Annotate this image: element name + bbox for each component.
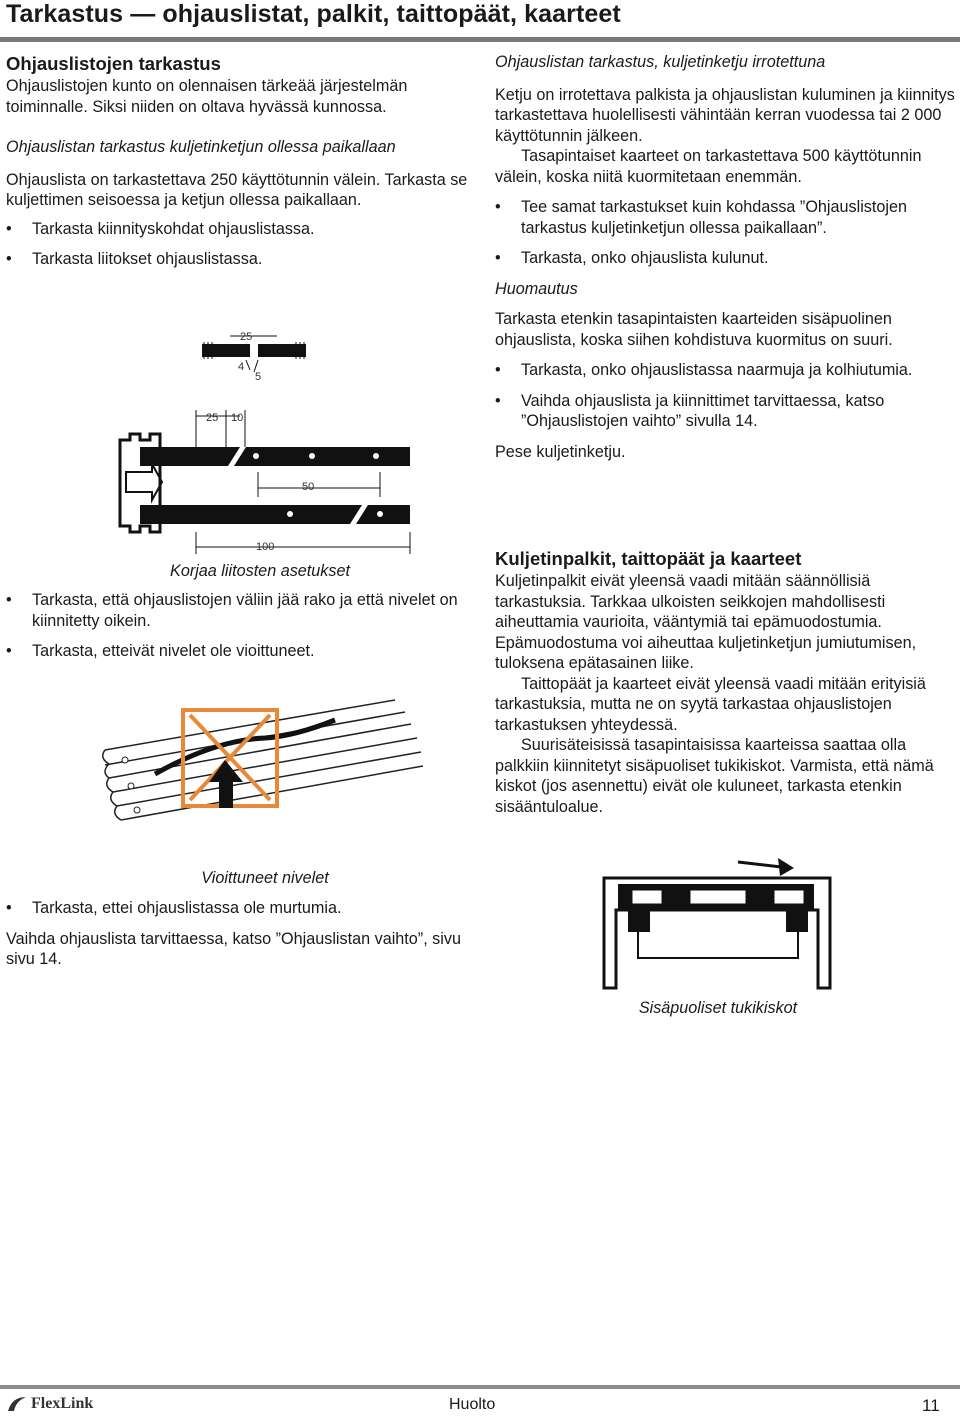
bullet-list-2 <box>6 590 476 662</box>
bullet-list-3 <box>6 898 476 919</box>
right-column-top <box>495 52 955 462</box>
replace-rail-paragraph: Vaihda ohjauslista tarvittaessa, katso ”Ohjauslistan vaihto”, sivu sivu 14. <box>6 929 461 968</box>
logo-text: FlexLink <box>31 1395 94 1412</box>
rail-detail-right <box>258 344 306 357</box>
footer-section: Huolto <box>449 1396 496 1413</box>
dim-25-top: 25 <box>240 331 253 343</box>
arrow-icon <box>126 464 162 500</box>
subheading-chain-in-place: Ohjauslistan tarkastus kuljetinketjun ollessa paikallaan <box>6 138 396 156</box>
bend-inspection-paragraph: Tasapintaiset kaarteet on tarkastettava 500 käyttötunnin välein, koska niitä kuormitetaan enemmän. <box>495 147 922 186</box>
list-item: • Tarkasta kiinnityskohdat ohjauslistassa. <box>6 219 476 240</box>
dim-100: 100 <box>256 541 275 553</box>
bullet-list-right-1 <box>495 197 955 269</box>
dim-10: 10 <box>231 412 244 424</box>
dim-50: 50 <box>302 481 315 493</box>
link-slot <box>774 890 804 904</box>
yearly-inspection-paragraph: Ketju on irrotettava palkista ja ohjauslistan kuluminen ja kiinnitys tarkastettava huolellisesti vähintään kerran vuodessa tai 2 000 käyttötunnin jälkeen. <box>495 85 955 145</box>
bullet-list-right-2 <box>495 360 955 432</box>
caption-joint-settings: Korjaa liitosten asetukset <box>170 562 350 580</box>
flexlink-logo-icon <box>6 1395 28 1413</box>
list-item: • Vaihda ohjauslista ja kiinnittimet tarvittaessa, katso ”Ohjauslistojen vaihto” sivulla 14. <box>495 391 955 432</box>
list-item: • Tee samat tarkastukset kuin kohdassa ”Ohjauslistojen tarkastus kuljetinketjun ollessa paikallaan”. <box>495 197 955 238</box>
left-column-bottom <box>6 898 476 970</box>
list-item: • Tarkasta, onko ohjauslista kulunut. <box>495 248 955 269</box>
subheading-chain-removed: Ohjauslistan tarkastus, kuljetinketju irrotettuna <box>495 53 826 71</box>
bullet-list-1 <box>6 219 476 270</box>
wash-chain-paragraph: Pese kuljetinketju. <box>495 442 626 461</box>
page-number: 11 <box>922 1396 940 1415</box>
list-item: • Tarkasta liitokset ohjauslistassa. <box>6 249 476 270</box>
support-rail-left <box>628 910 650 932</box>
direction-arrow-icon <box>778 858 794 876</box>
footer-rule <box>0 1385 960 1389</box>
caption-damaged-joints: Vioittuneet nivelet <box>201 869 329 887</box>
list-item: • Tarkasta, etteivät nivelet ole vioittuneet. <box>6 641 476 662</box>
rivet <box>377 511 383 517</box>
rivet <box>309 453 315 459</box>
list-item: • Tarkasta, että ohjauslistojen väliin jää rako ja että nivelet on kiinnitetty oikein. <box>6 590 476 631</box>
note-heading: Huomautus <box>495 279 578 298</box>
caption-inner-support-rails: Sisäpuoliset tukikiskot <box>638 999 798 1017</box>
figure-joint-settings <box>100 322 420 560</box>
list-item: • Tarkasta, ettei ohjauslistassa ole murtumia. <box>6 898 476 919</box>
rail-detail-left <box>202 344 250 357</box>
section-heading-guide-rails: Ohjauslistojen tarkastus <box>6 53 221 74</box>
link-slot <box>632 890 662 904</box>
intro-paragraph: Ohjauslistojen kunto on olennaisen tärkeää järjestelmän toiminnalle. Siksi niiden on oltava hyvässä kunnossa. <box>6 77 408 116</box>
dim-25-left: 25 <box>206 412 219 424</box>
note-paragraph: Tarkasta etenkin tasapintaisten kaarteiden sisäpuolinen ohjauslista, koska siihen kohdistuva kuormitus on suuri. <box>495 310 893 349</box>
rivet <box>253 453 259 459</box>
support-rails-paragraph: Suurisäteisissä tasapintaisissa kaarteissa saattaa olla palkkiin kiinnitetyt sisäpuoliset tukikiskot. Varmista, että nämä kiskot (jos asennettu) eivät ole kuluneet, tarkasta etenkin sisääntuloalue. <box>495 736 934 816</box>
rivet <box>373 453 379 459</box>
beams-paragraph: Kuljetinpalkit eivät yleensä vaadi mitään säännöllisiä tarkastuksia. Tarkkaa ulkoisten seikkojen mahdollisesti aiheuttamia vaurioita, vääntymiä tai epämuodostumia. Epämuodostuma voi aiheuttaa kuljetinketjun jumiutumisen, tuloksena epätasainen liike. <box>495 572 917 672</box>
inspection-interval-paragraph: Ohjauslista on tarkastettava 250 käyttötunnin välein. Tarkasta se kuljettimen seisoessa ja ketjun ollessa paikallaan. <box>6 170 468 209</box>
link-slot <box>690 890 746 904</box>
idler-ends-paragraph: Taittopäät ja kaarteet eivät yleensä vaadi mitään erityisiä tarkastuksia, mutta ne on syytä tarkastaa ohjauslistojen tarkastuksen yhteydessä. <box>495 674 926 734</box>
title-rule <box>0 37 960 42</box>
figure-damaged-joints <box>95 690 425 850</box>
guide-rail-lower <box>140 505 410 524</box>
flexlink-logo <box>6 1395 93 1413</box>
list-item: • Tarkasta, onko ohjauslistassa naarmuja ja kolhiutumia. <box>495 360 955 381</box>
dim-4: 4 <box>238 361 245 373</box>
rivet <box>287 511 293 517</box>
dim-5: 5 <box>255 371 262 383</box>
left-column-top <box>6 52 476 280</box>
section-heading-beams: Kuljetinpalkit, taittopäät ja kaarteet <box>495 548 802 569</box>
page-title: Tarkastus — ohjauslistat, palkit, taittopäät, kaarteet <box>6 0 621 28</box>
right-column-bottom <box>495 547 955 817</box>
guide-rail-upper <box>140 447 410 466</box>
support-rail-right <box>786 910 808 932</box>
left-column-mid <box>6 590 476 672</box>
figure-inner-support-rails <box>598 848 838 996</box>
